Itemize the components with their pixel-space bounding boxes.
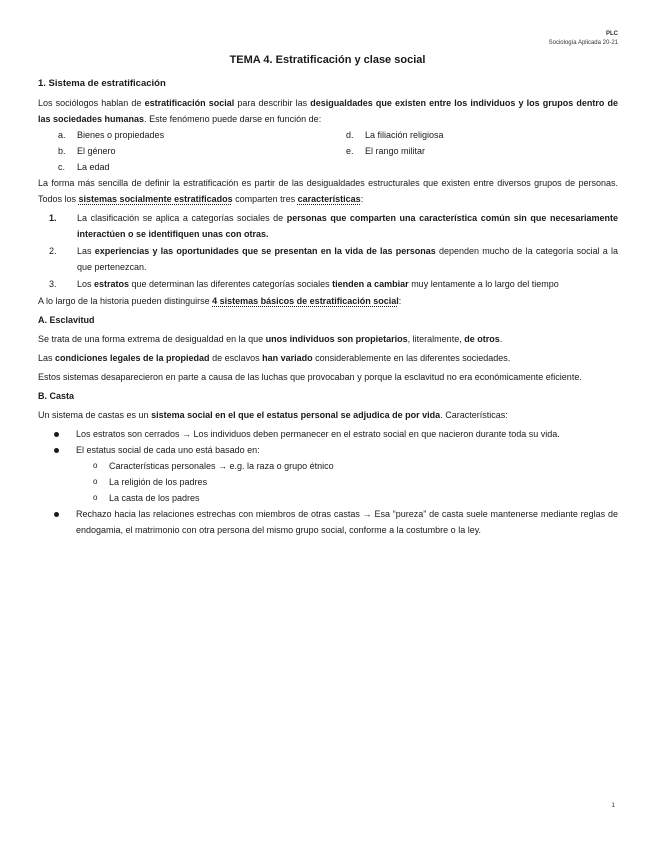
list-item: b. El género [58, 146, 116, 156]
esclavitud-paragraph: Estos sistemas desaparecieron en parte a causa de las luchas que provocaban y porque la esclavitud no era económicamente eficiente. [38, 372, 582, 382]
subsection-heading-casta: B. Casta [38, 391, 75, 401]
document-body [38, 76, 618, 538]
page-title: TEMA 4. Estratificación y clase social [229, 54, 426, 66]
list-item: c. La edad [58, 162, 110, 172]
list-item: 1. La clasificación se aplica a categorías sociales de personas que comparten una característica común sin que necesariamente interactúen o se identifiquen unas con otras. [49, 213, 618, 239]
casta-sub-list [93, 458, 618, 506]
list-item: 2. Las experiencias y las oportunidades que se presentan en la vida de las personas dependen mucho de la categoría social a la que pertenezcan. [49, 246, 618, 272]
section-heading: 1. Sistema de estratificación [38, 78, 166, 89]
intro-paragraph: Los sociólogos hablan de estratificación social para describir las desigualdades que existen entre los individuos y los grupos dentro de las sociedades humanas. Este fenómeno puede darse en función de: [38, 98, 619, 124]
list-item: El estatus social de cada uno está basado en: [54, 442, 618, 458]
page-number: 1 [611, 802, 615, 809]
characteristics-list [49, 210, 618, 292]
factors-list [58, 127, 618, 175]
header-initials: PLC [606, 31, 618, 37]
list-item: Los estratos son cerrados → Los individuos deben permanecer en el estrato social en que nacieron durante toda su vida. [54, 426, 618, 442]
list-item: Rechazo hacia las relaciones estrechas con miembros de otras castas → Esa “pureza” de casta suele mantenerse mediante reglas de endogamia, el matrimonio con otra persona del mismo grupo social, conforme a la costumbre o la ley. [54, 506, 618, 538]
list-item: o La casta de los padres [93, 493, 200, 503]
list-item: 3. Los estratos que determinan las diferentes categorías sociales tienden a cambiar muy lentamente a lo largo del tiempo [49, 279, 559, 289]
bullet-icon [54, 512, 59, 517]
esclavitud-paragraph: Las condiciones legales de la propiedad de esclavos han variado considerablemente en las diferentes sociedades. [38, 353, 511, 363]
subsection-heading-esclavitud: A. Esclavitud [38, 315, 95, 325]
bullet-icon [54, 432, 59, 437]
list-item: o La religión de los padres [93, 477, 208, 487]
header-course: Sociología Aplicada 20-21 [548, 40, 618, 46]
page-header [549, 30, 618, 48]
list-item: a. Bienes o propiedades [58, 130, 165, 140]
definition-paragraph: La forma más sencilla de definir la estratificación es partir de las desigualdades estructurales que existen entre diversos grupos de personas. Todos los sistemas socialmente estratificados comparten tres características: [38, 178, 618, 204]
list-item: o Características personales → e.g. la raza o grupo étnico [93, 461, 334, 471]
esclavitud-paragraph: Se trata de una forma extrema de desigualdad en la que unos individuos son propietarios, literalmente, de otros. [38, 334, 503, 344]
list-item: e. El rango militar [346, 146, 426, 156]
casta-bullet-list [54, 426, 618, 458]
casta-bullet-list [54, 506, 618, 538]
list-item: d. La filiación religiosa [346, 130, 444, 140]
bullet-icon [54, 448, 59, 453]
systems-paragraph: A lo largo de la historia pueden distinguirse 4 sistemas básicos de estratificación social: [38, 296, 402, 306]
casta-intro: Un sistema de castas es un sistema social en el que el estatus personal se adjudica de por vida. Características: [38, 410, 508, 420]
